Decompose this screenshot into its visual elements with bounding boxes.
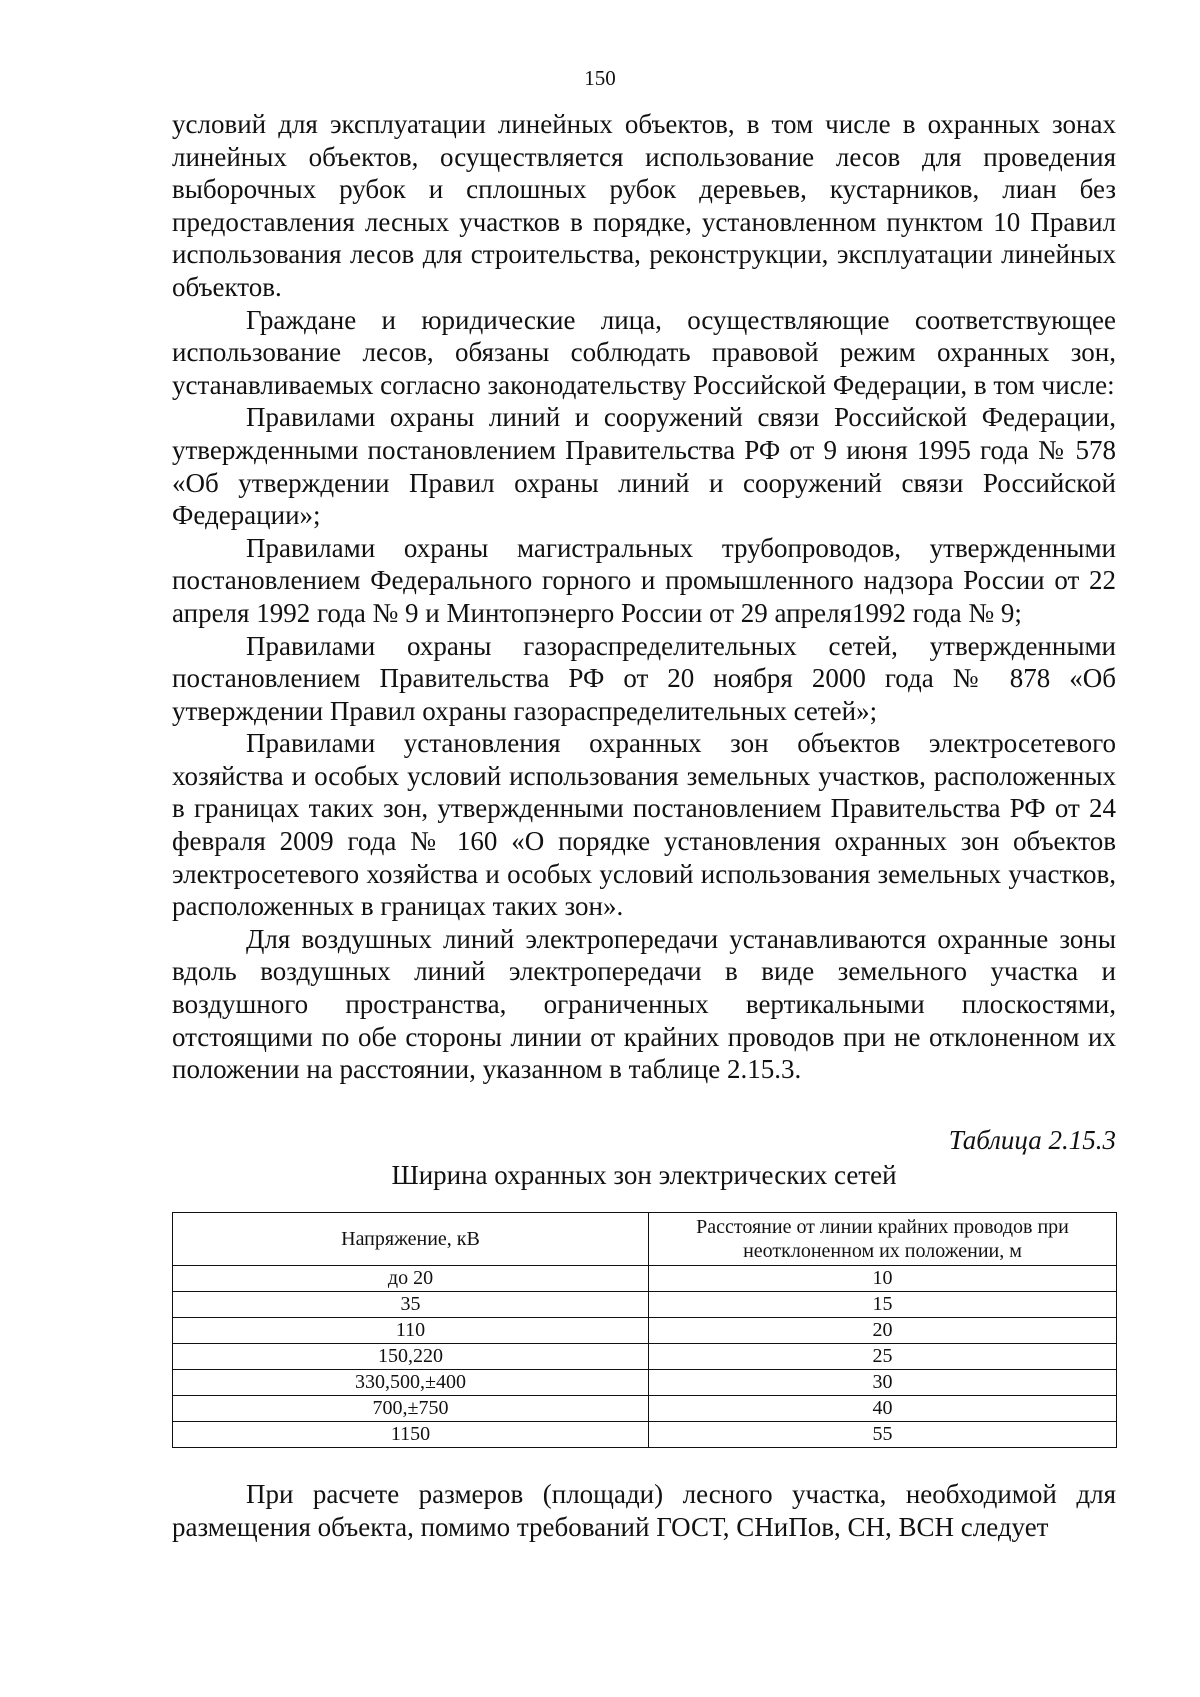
table-row [173, 1266, 1117, 1292]
voltage-cell: 330,500,±400 [173, 1370, 649, 1396]
body-text [172, 108, 1116, 1086]
paragraph-continuation: условий для эксплуатации линейных объектов, в том числе в охранных зонах линейных объектов, осуществляется использование лесов для проведения выборочных рубок и сплошных рубок деревьев, кустарников, лиан без предоставления лесных участков в порядке, установленном пунктом 10 Правил использования лесов для строительства, реконструкции, эксплуатации линейных объектов. [172, 109, 1116, 302]
voltage-cell: 35 [173, 1292, 649, 1318]
protection-zones-table [172, 1212, 1117, 1448]
table-header-distance: Расстояние от линии крайних проводов при неотклоненном их положении, м [649, 1213, 1117, 1266]
table-label: Таблица 2.15.3 [948, 1125, 1116, 1155]
page-number: 150 [584, 66, 616, 90]
paragraph-electric-grid-rules: Правилами установления охранных зон объектов электросетевого хозяйства и особых условий использования земельных участков, расположенных в границах таких зон, утвержденными постановлением Правительства РФ от 24 февраля 2009 года № 160 «О порядке установления охранных зон объектов электросетевого хозяйства и особых условий использования земельных участков, расположенных в границах таких зон». [172, 728, 1116, 922]
distance-cell: 10 [649, 1266, 1117, 1292]
paragraph-gas-network-rules: Правилами охраны газораспределительных сетей, утвержденными постановлением Правительства РФ от 20 ноября 2000 года № 878 «Об утверждении Правил охраны газораспределительных сетей»; [172, 630, 1116, 726]
voltage-cell: 1150 [173, 1422, 649, 1448]
paragraph-pipeline-rules: Правилами охраны магистральных трубопроводов, утвержденными постановлением Федерального горного и промышленного надзора России от 22 апреля 1992 года № 9 и Минтопэнерго России от 29 апреля1992 года № 9; [172, 532, 1116, 628]
table-title: Ширина охранных зон электрических сетей [391, 1160, 897, 1190]
distance-cell: 55 [649, 1422, 1117, 1448]
voltage-cell: 700,±750 [173, 1396, 649, 1422]
distance-cell: 25 [649, 1344, 1117, 1370]
paragraph-area-calculation: При расчете размеров (площади) лесного участка, необходимой для размещения объекта, помимо требований ГОСТ, СНиПов, СН, ВСН следует [172, 1479, 1116, 1542]
distance-cell: 30 [649, 1370, 1117, 1396]
paragraph-communication-rules: Правилами охраны линий и сооружений связи Российской Федерации, утвержденными постановлением Правительства РФ от 9 июня 1995 года № 578 «Об утверждении Правил охраны линий и сооружений связи Российской Федерации»; [172, 402, 1116, 531]
voltage-cell: 150,220 [173, 1344, 649, 1370]
distance-cell: 20 [649, 1318, 1117, 1344]
distance-cell: 15 [649, 1292, 1117, 1318]
table-row [173, 1292, 1117, 1318]
table-row [173, 1318, 1117, 1344]
voltage-cell: 110 [173, 1318, 649, 1344]
paragraph-overhead-lines: Для воздушных линий электропередачи устанавливаются охранные зоны вдоль воздушных линий электропередачи в виде земельного участка и воздушного пространства, ограниченных вертикальными плоскостями, отстоящими по обе стороны линии от крайних проводов при не отклоненном их положении на расстоянии, указанном в таблице 2.15.3. [172, 923, 1116, 1085]
table-header-voltage: Напряжение, кВ [173, 1213, 649, 1266]
table-row [173, 1344, 1117, 1370]
distance-cell: 40 [649, 1396, 1117, 1422]
table-row [173, 1422, 1117, 1448]
table-header-row [173, 1213, 1117, 1266]
voltage-cell: до 20 [173, 1266, 649, 1292]
table-row [173, 1370, 1117, 1396]
paragraph-citizens-obligations: Граждане и юридические лица, осуществляющие соответствующее использование лесов, обязаны соблюдать правовой режим охранных зон, устанавливаемых согласно законодательству Российской Федерации, в том числе: [172, 304, 1116, 400]
final-text [172, 1478, 1116, 1543]
table-row [173, 1396, 1117, 1422]
